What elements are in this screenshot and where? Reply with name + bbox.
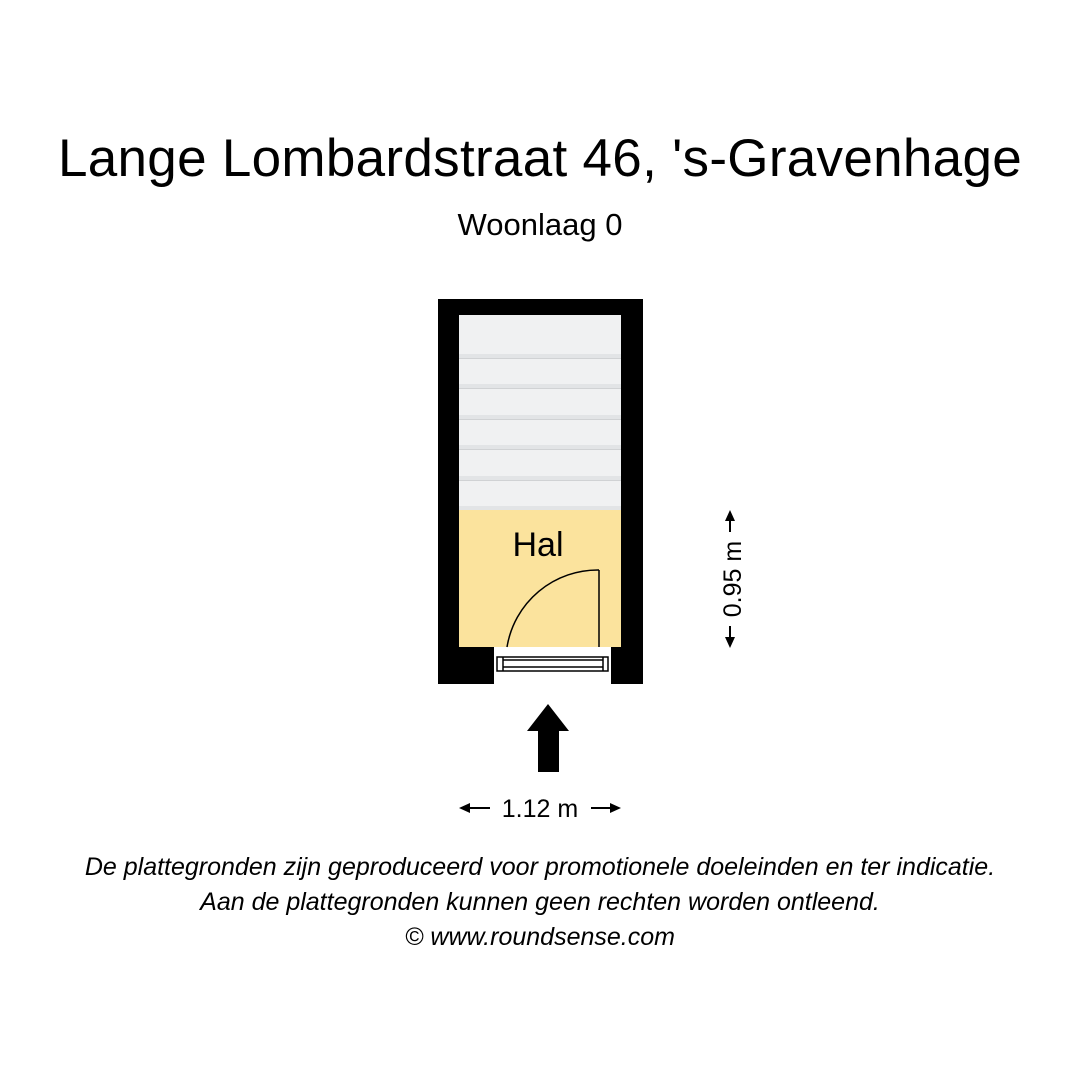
width-dimension-label: 1.12 m bbox=[501, 795, 579, 823]
door-threshold bbox=[497, 657, 608, 671]
disclaimer bbox=[0, 850, 1080, 955]
copyright-line: © www.roundsense.com bbox=[405, 923, 675, 951]
depth-dimension-label: 0.95 m bbox=[719, 540, 747, 618]
disclaimer-line-2: Aan de plattegronden kunnen geen rechten worden ontleend. bbox=[200, 888, 880, 916]
entrance-arrow-icon bbox=[527, 704, 569, 772]
disclaimer-line-1: De plattegronden zijn geproduceerd voor promotionele doeleinden en ter indicatie. bbox=[84, 853, 996, 881]
room-label-hal: Hal bbox=[512, 526, 564, 564]
floor-level-label: Woonlaag 0 bbox=[457, 207, 623, 242]
plan-title: Lange Lombardstraat 46, 's-Gravenhage bbox=[57, 129, 1023, 188]
